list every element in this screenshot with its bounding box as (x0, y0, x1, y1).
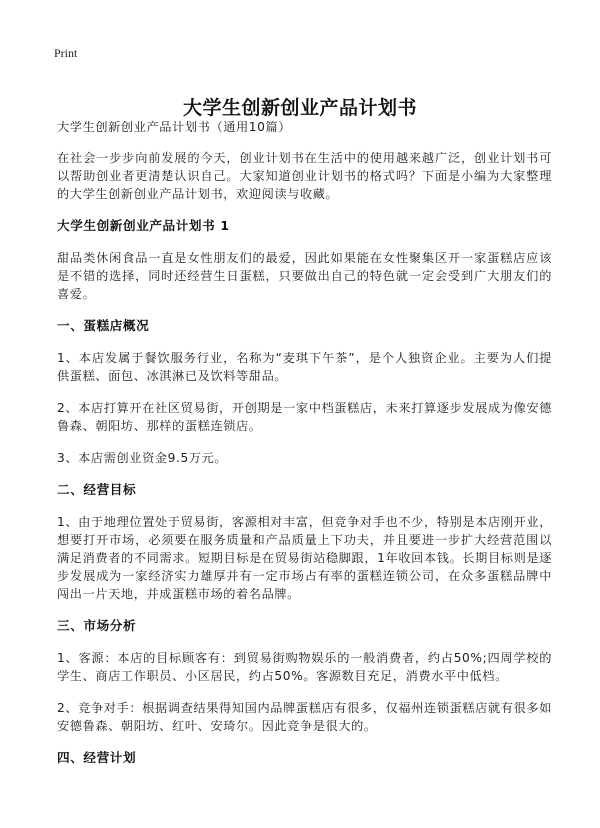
document-title: 大学生创新创业产品计划书 (182, 96, 417, 119)
heading-goals: 二、经营目标 (57, 482, 137, 497)
document-subtitle: 大学生创新创业产品计划书（通用10篇） (57, 120, 292, 134)
overview-item-1: 1、本店发属于餐饮服务行业，名称为“麦琪下午茶”，是个人独资企业。主要为人们提供蛋糕、面包、冰淇淋已及饮料等甜品。 (57, 351, 552, 383)
overview-item-3: 3、本店需创业资金9.5万元。 (57, 451, 228, 465)
overview-item-2: 2、本店打算开在社区贸易街，开创期是一家中档蛋糕店，未来打算逐步发展成为像安德鲁森、朝阳坊、那样的蛋糕连锁店。 (57, 401, 552, 433)
market-item-1: 1、客源：本店的目标顾客有：到贸易街购物娱乐的一般消费者，约占50%;四周学校的学生、商店工作职员、小区居民，约占50%。客源数目充足，消费水平中低档。 (57, 651, 552, 683)
document-body (57, 118, 552, 781)
section-title: 大学生创新创业产品计划书 1 (57, 218, 230, 233)
section-intro-paragraph: 甜品类休闲食品一直是女性朋友们的最爱，因此如果能在女性聚集区开一家蛋糕店应该是不错的选择，同时还经营生日蛋糕，只要做出自己的特色就一定会受到广大朋友们的喜爱。 (57, 251, 552, 301)
heading-overview: 一、蛋糕店概况 (57, 318, 150, 333)
heading-market: 三、市场分析 (57, 618, 137, 633)
heading-plan: 四、经营计划 (57, 750, 137, 765)
intro-paragraph: 在社会一步步向前发展的今天，创业计划书在生活中的使用越来越广泛，创业计划书可以帮助创业者更清楚认识自己。大家知道创业计划书的格式吗？下面是小编为大家整理的大学生创新创业产品计划书，欢迎阅读与收藏。 (57, 151, 552, 201)
goals-item-1: 1、由于地理位置处于贸易街，客源相对丰富，但竞争对手也不少，特别是本店刚开业，想要打开市场，必须要在服务质量和产品质量上下功夫，并且要进一步扩大经营范围以满足消费者的不同需求。短期目标是在贸易街站稳脚跟，1年收回本钱。长期目标则是逐步发展成为一家经济实力雄厚并有一定市场占有率的蛋糕连锁公司，在众多蛋糕品牌中闯出一片天地，并成蛋糕市场的着名品牌。 (57, 515, 552, 601)
market-item-2: 2、竞争对手：根据调查结果得知国内品牌蛋糕店有很多，仅福州连锁蛋糕店就有很多如安德鲁森、朝阳坊、红叶、安琦尔。因此竞争是很大的。 (57, 701, 552, 733)
print-link[interactable]: Print (54, 46, 78, 60)
